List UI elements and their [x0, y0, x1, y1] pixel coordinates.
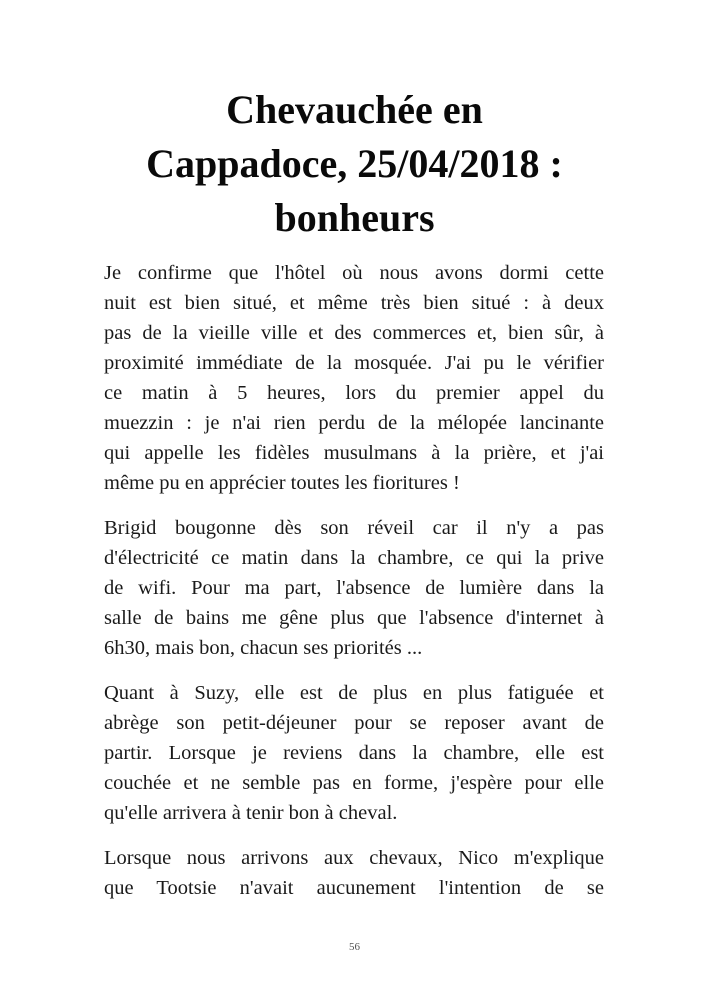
paragraph-4: [104, 843, 604, 903]
text-line: Brigid bougonne dès son réveil car il n'y a pas: [104, 517, 604, 539]
body-text: [104, 258, 604, 918]
text-line: de wifi. Pour ma part, l'absence de lumière dans la: [104, 577, 604, 599]
text-line: salle de bains me gêne plus que l'absence d'internet à: [104, 607, 604, 629]
text-line: qui appelle les fidèles musulmans à la prière, et j'ai: [104, 442, 604, 464]
text-line: Quant à Suzy, elle est de plus en plus fatiguée et: [104, 682, 604, 704]
paragraph-3: [104, 678, 604, 828]
title-line-1: Chevauchée en: [226, 87, 483, 132]
text-line: abrège son petit-déjeuner pour se reposer avant de: [104, 712, 604, 734]
title-line-2: Cappadoce, 25/04/2018 :: [146, 141, 563, 186]
text-line: que Tootsie n'avait aucunement l'intention de se: [104, 877, 604, 899]
text-line: pas de la vieille ville et des commerces et, bien sûr, à: [104, 322, 604, 344]
text-line: ce matin à 5 heures, lors du premier appel du: [104, 382, 604, 404]
text-line: partir. Lorsque je reviens dans la chambre, elle est: [104, 742, 604, 764]
text-line: même pu en apprécier toutes les fioritures !: [104, 472, 460, 494]
text-line: muezzin : je n'ai rien perdu de la mélopée lancinante: [104, 412, 604, 434]
chapter-title: [60, 83, 649, 245]
text-line: proximité immédiate de la mosquée. J'ai pu le vérifier: [104, 352, 604, 374]
text-line: couchée et ne semble pas en forme, j'espère pour elle: [104, 772, 604, 794]
text-line: d'électricité ce matin dans la chambre, ce qui la prive: [104, 547, 604, 569]
title-line-3: bonheurs: [274, 195, 435, 240]
text-line: Lorsque nous arrivons aux chevaux, Nico m'explique: [104, 847, 604, 869]
text-line: qu'elle arrivera à tenir bon à cheval.: [104, 802, 398, 824]
paragraph-2: [104, 513, 604, 663]
text-line: nuit est bien situé, et même très bien situé : à deux: [104, 292, 604, 314]
text-line: Je confirme que l'hôtel où nous avons dormi cette: [104, 262, 604, 284]
text-line: 6h30, mais bon, chacun ses priorités ...: [104, 637, 423, 659]
paragraph-1: [104, 258, 604, 498]
page-number: 56: [349, 941, 360, 953]
